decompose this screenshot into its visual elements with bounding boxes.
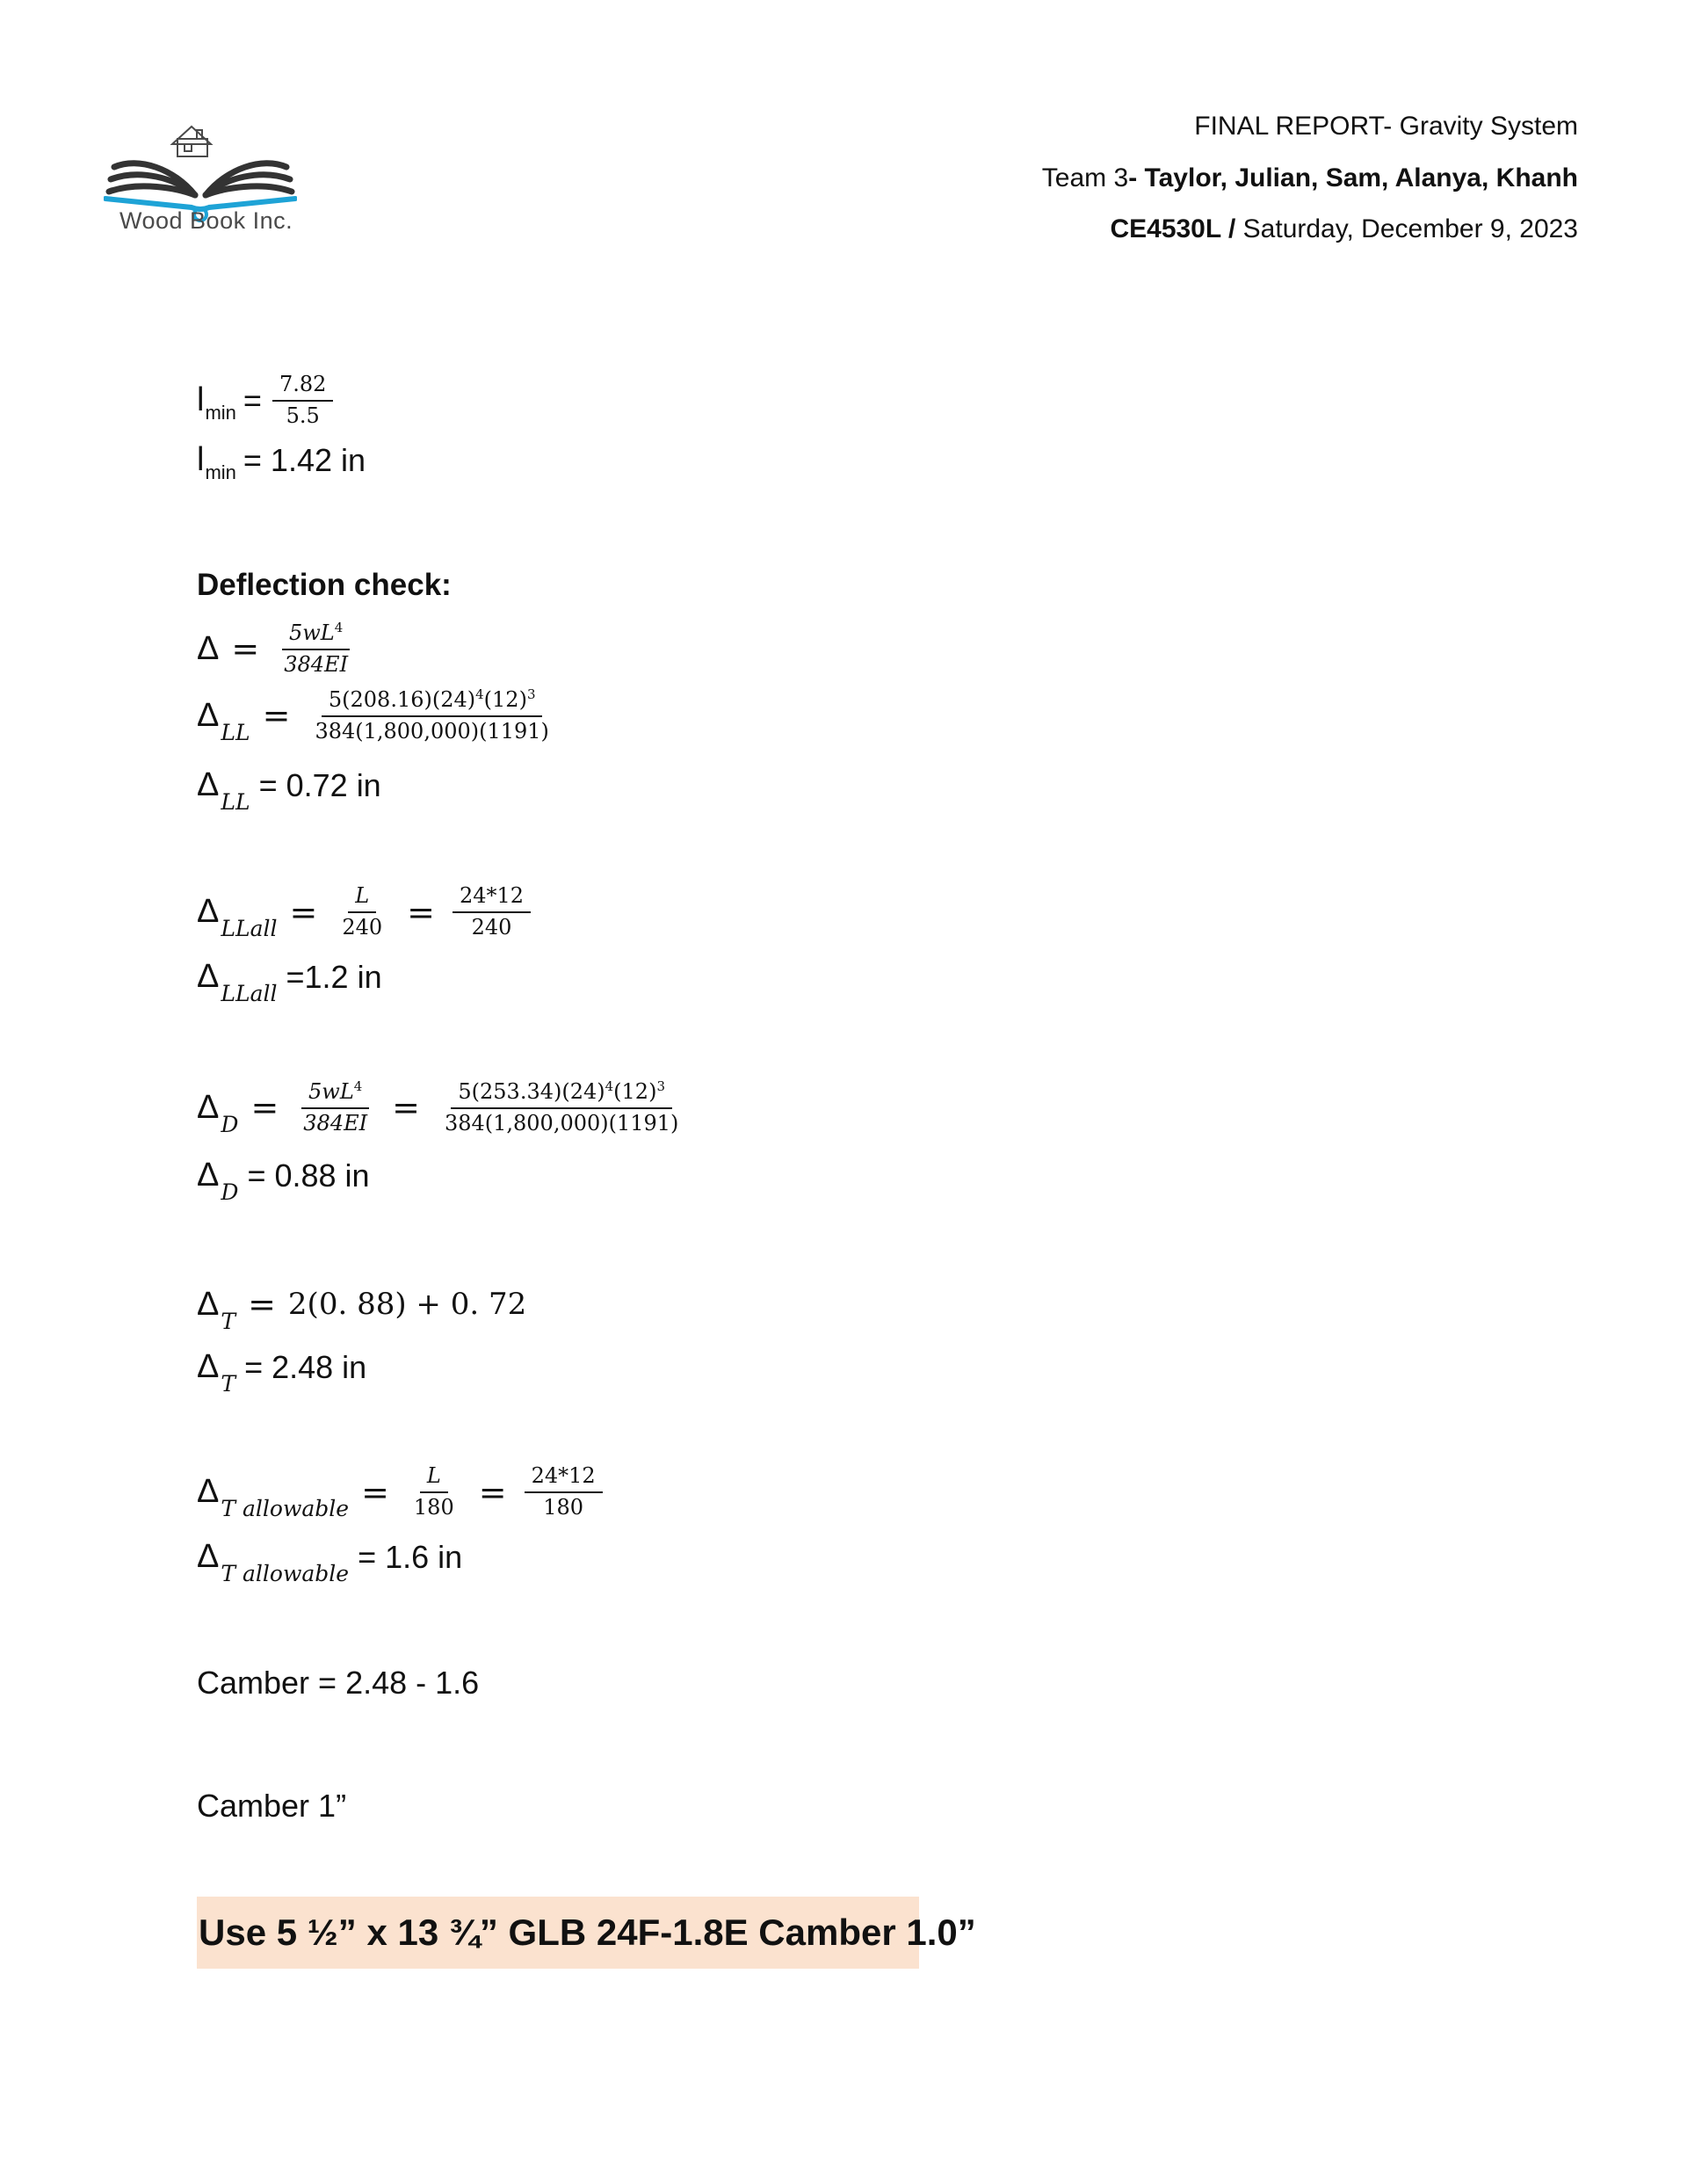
deflection-heading: Deflection check: [197,568,452,602]
course-date-line [1110,216,1578,243]
lmin-result-eq: l min = 1.42 in [197,441,366,483]
delta-tall-result: Δ T allowable = 1.6 in [197,1538,463,1586]
team-members: - Taylor, Julian, Sam, Alanya, Khanh [1128,163,1578,192]
deflection-formula: Δ = $\frac{5wL^4}{384EI}$ [197,620,360,677]
lmin-fraction-eq: l min = $\frac{7.82}{5.5}$ [197,373,338,428]
delta-llall-formula: Δ LLall = $\frac{L}{240}$ = $\frac{24*12}{240}$ [197,884,536,940]
delta-tall-formula: Δ T allowable = $\frac{L}{180}$ = $\frac{24*12}{180}$ [197,1464,608,1520]
lmin-fraction: $\frac{7.82}{5.5}$ [272,373,333,428]
conclusion-text: Use 5 ½” x 13 ¾” GLB 24F-1.8E Camber 1.0” [199,1912,976,1953]
camber-value: Camber 1” [197,1788,347,1824]
delta-ll-formula: Δ LL = $\frac{5(208.16)(24)^4(12)^3}{384(1,800,000)(1191)}$ [197,686,549,745]
delta-d-result: Δ D = 0.88 in [197,1157,370,1205]
delta-llall-result: Δ LLall =1.2 in [197,958,382,1006]
conclusion-highlight [197,1897,976,1969]
team-label: Team 3 [1041,163,1129,192]
delta-ll-result: Δ LL = 0.72 in [197,766,381,815]
delta-t-result: Δ T = 2.48 in [197,1348,367,1397]
camber-calc: Camber = 2.48 - 1.6 [197,1665,480,1701]
report-date: Saturday, December 9, 2023 [1235,214,1578,243]
course-code: CE4530L / [1110,214,1236,243]
delta-t-formula: Δ T = 2(0. 88) + 0. 72 [197,1285,527,1334]
report-title: FINAL REPORT- Gravity System [1194,112,1578,141]
delta-d-formula: Δ D = $\frac{5wL^4}{384EI}$ = $\frac{5(253.34)(24)^4(12)^3}{384(1,800,000)(1191)}$ [197,1078,679,1137]
team-line [1042,165,1578,192]
logo-text: Wood Book Inc. [119,207,293,234]
